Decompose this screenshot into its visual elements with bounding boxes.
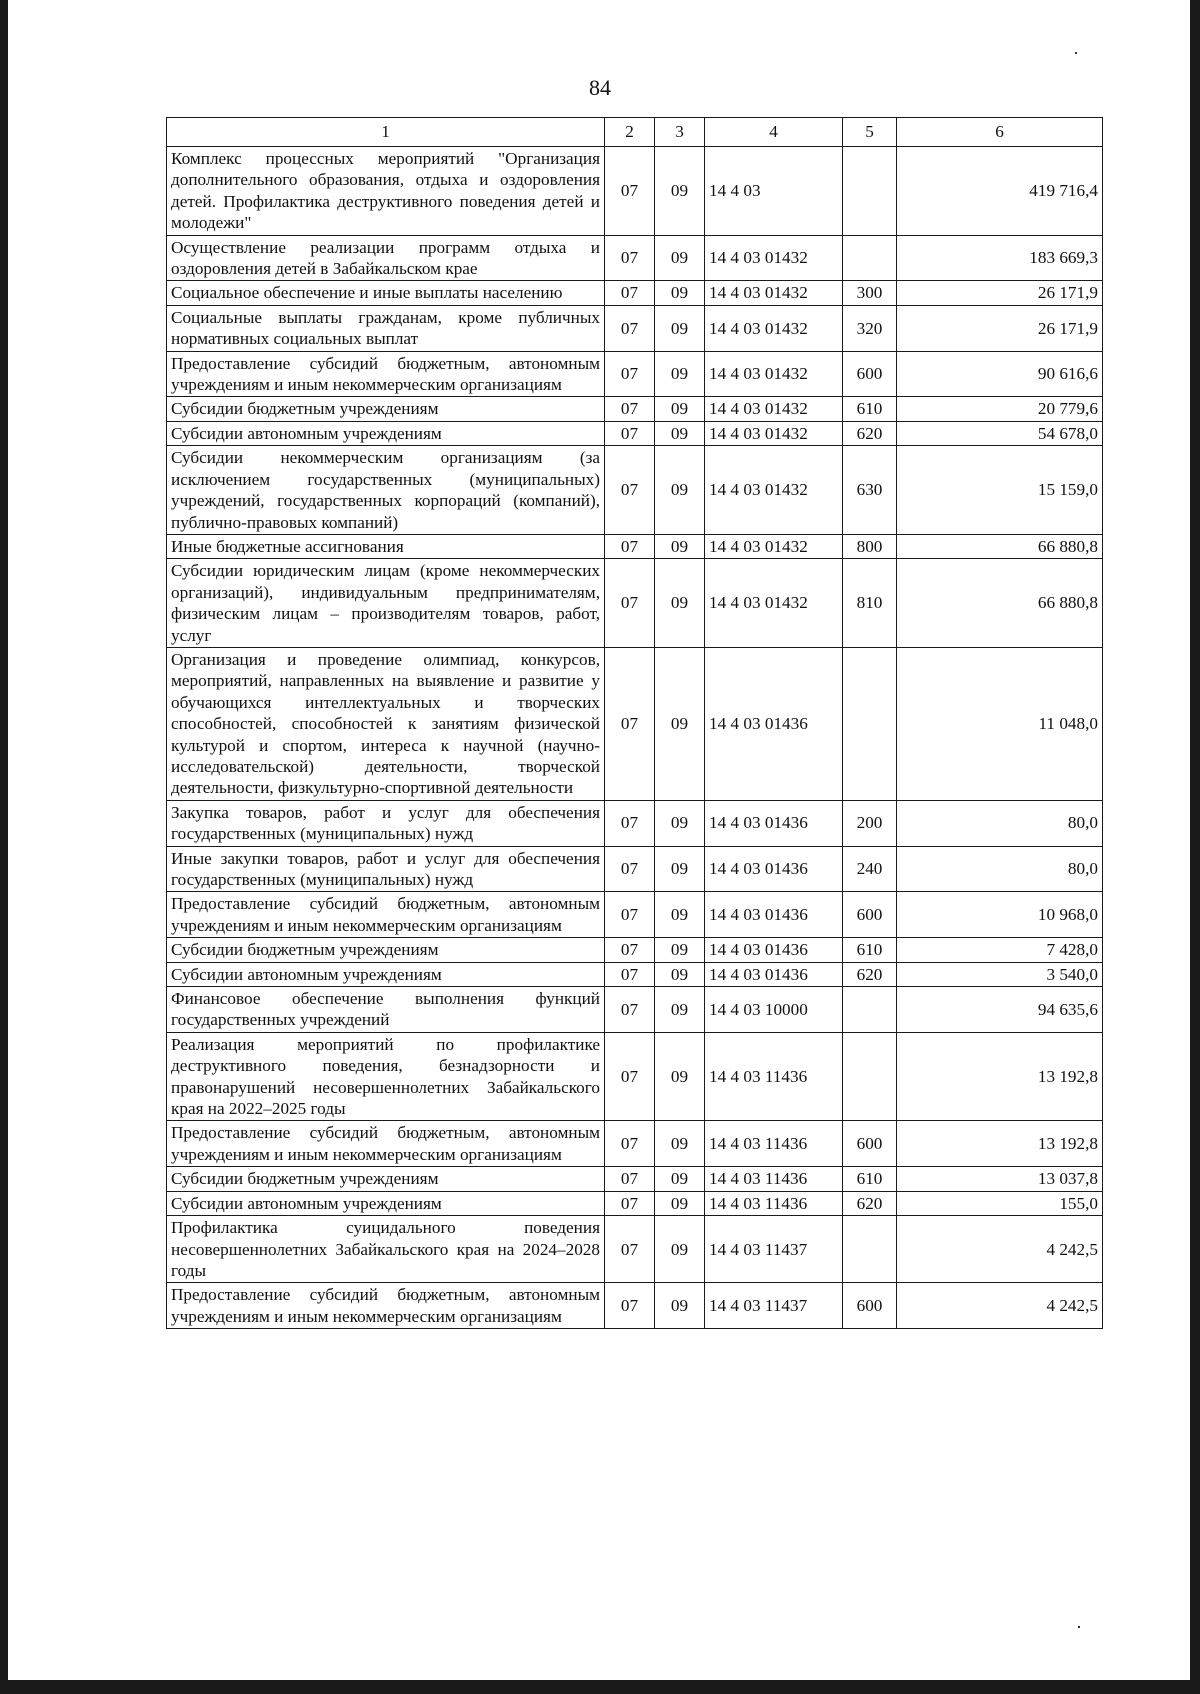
target-article-cell: 14 4 03 11436	[705, 1032, 843, 1121]
target-article-cell: 14 4 03 11436	[705, 1121, 843, 1167]
row-name-cell: Субсидии бюджетным учреждениям	[167, 1167, 605, 1191]
row-name-cell: Субсидии юридическим лицам (кроме некоммерческих организаций), индивидуальным предпринимателям, физическим лицам – производителям товаров, работ, услуг	[167, 559, 605, 648]
budget-table-body	[167, 118, 1103, 1329]
table-row	[167, 1121, 1103, 1167]
scan-speck	[1075, 52, 1077, 54]
amount-cell: 11 048,0	[897, 647, 1103, 800]
row-name-cell: Финансовое обеспечение выполнения функций государственных учреждений	[167, 987, 605, 1033]
expense-type-cell: 620	[843, 962, 897, 986]
section-code-cell: 07	[605, 800, 655, 846]
table-row	[167, 1167, 1103, 1191]
row-name-cell: Предоставление субсидий бюджетным, автономным учреждениям и иным некоммерческим организациям	[167, 1121, 605, 1167]
section-code-cell: 07	[605, 938, 655, 962]
section-code-cell: 07	[605, 962, 655, 986]
table-row	[167, 421, 1103, 445]
row-name-cell: Предоставление субсидий бюджетным, автономным учреждениям и иным некоммерческим организациям	[167, 351, 605, 397]
target-article-cell: 14 4 03 01432	[705, 446, 843, 535]
amount-cell: 4 242,5	[897, 1216, 1103, 1283]
table-row	[167, 987, 1103, 1033]
section-code-cell: 07	[605, 235, 655, 281]
scan-speck	[1078, 1626, 1080, 1628]
amount-cell: 94 635,6	[897, 987, 1103, 1033]
subsection-code-cell: 09	[655, 281, 705, 305]
amount-cell: 13 037,8	[897, 1167, 1103, 1191]
budget-table	[166, 117, 1103, 1329]
table-row	[167, 1216, 1103, 1283]
expense-type-cell	[843, 987, 897, 1033]
section-code-cell: 07	[605, 351, 655, 397]
subsection-code-cell: 09	[655, 962, 705, 986]
target-article-cell: 14 4 03 01436	[705, 962, 843, 986]
expense-type-cell: 610	[843, 1167, 897, 1191]
section-code-cell: 07	[605, 987, 655, 1033]
scan-border-left	[0, 0, 8, 1694]
section-code-cell: 07	[605, 1167, 655, 1191]
row-name-cell: Предоставление субсидий бюджетным, автономным учреждениям и иным некоммерческим организациям	[167, 1283, 605, 1329]
section-code-cell: 07	[605, 892, 655, 938]
target-article-cell: 14 4 03 01432	[705, 281, 843, 305]
section-code-cell: 07	[605, 421, 655, 445]
target-article-cell: 14 4 03 01432	[705, 305, 843, 351]
table-row	[167, 1032, 1103, 1121]
subsection-code-cell: 09	[655, 1032, 705, 1121]
section-code-cell: 07	[605, 281, 655, 305]
section-code-cell: 07	[605, 1121, 655, 1167]
subsection-code-cell: 09	[655, 892, 705, 938]
row-name-cell: Социальное обеспечение и иные выплаты населению	[167, 281, 605, 305]
amount-cell: 80,0	[897, 846, 1103, 892]
expense-type-cell: 240	[843, 846, 897, 892]
row-name-cell: Закупка товаров, работ и услуг для обеспечения государственных (муниципальных) нужд	[167, 800, 605, 846]
column-header: 3	[655, 118, 705, 147]
amount-cell: 3 540,0	[897, 962, 1103, 986]
amount-cell: 13 192,8	[897, 1121, 1103, 1167]
subsection-code-cell: 09	[655, 1191, 705, 1215]
target-article-cell: 14 4 03 11436	[705, 1191, 843, 1215]
row-name-cell: Иные закупки товаров, работ и услуг для обеспечения государственных (муниципальных) нужд	[167, 846, 605, 892]
amount-cell: 26 171,9	[897, 305, 1103, 351]
table-row	[167, 281, 1103, 305]
target-article-cell: 14 4 03 01436	[705, 846, 843, 892]
target-article-cell: 14 4 03 01436	[705, 938, 843, 962]
table-row	[167, 938, 1103, 962]
section-code-cell: 07	[605, 1191, 655, 1215]
table-row	[167, 892, 1103, 938]
table-row	[167, 800, 1103, 846]
target-article-cell: 14 4 03 01436	[705, 647, 843, 800]
scan-border-bottom	[0, 1680, 1200, 1694]
subsection-code-cell: 09	[655, 1167, 705, 1191]
subsection-code-cell: 09	[655, 305, 705, 351]
expense-type-cell: 620	[843, 1191, 897, 1215]
subsection-code-cell: 09	[655, 446, 705, 535]
target-article-cell: 14 4 03 01432	[705, 351, 843, 397]
column-header: 4	[705, 118, 843, 147]
amount-cell: 20 779,6	[897, 397, 1103, 421]
expense-type-cell: 600	[843, 1283, 897, 1329]
amount-cell: 15 159,0	[897, 446, 1103, 535]
expense-type-cell: 800	[843, 534, 897, 558]
amount-cell: 90 616,6	[897, 351, 1103, 397]
row-name-cell: Комплекс процессных мероприятий "Организация дополнительного образования, отдыха и оздоровления детей. Профилактика деструктивного поведения детей и молодежи"	[167, 147, 605, 236]
section-code-cell: 07	[605, 397, 655, 421]
amount-cell: 155,0	[897, 1191, 1103, 1215]
amount-cell: 66 880,8	[897, 534, 1103, 558]
table-row	[167, 846, 1103, 892]
subsection-code-cell: 09	[655, 987, 705, 1033]
section-code-cell: 07	[605, 1032, 655, 1121]
column-header: 6	[897, 118, 1103, 147]
target-article-cell: 14 4 03 10000	[705, 987, 843, 1033]
expense-type-cell	[843, 147, 897, 236]
table-row	[167, 962, 1103, 986]
expense-type-cell	[843, 1032, 897, 1121]
page-number: 84	[589, 75, 611, 100]
amount-cell: 419 716,4	[897, 147, 1103, 236]
scan-border-right	[1190, 0, 1200, 1694]
target-article-cell: 14 4 03 01432	[705, 235, 843, 281]
expense-type-cell: 600	[843, 1121, 897, 1167]
expense-type-cell: 610	[843, 397, 897, 421]
row-name-cell: Субсидии некоммерческим организациям (за исключением государственных (муниципальных) учреждений, государственных корпораций (компаний), публично-правовых компаний)	[167, 446, 605, 535]
row-name-cell: Иные бюджетные ассигнования	[167, 534, 605, 558]
subsection-code-cell: 09	[655, 1121, 705, 1167]
expense-type-cell: 610	[843, 938, 897, 962]
table-row	[167, 1283, 1103, 1329]
table-row	[167, 147, 1103, 236]
row-name-cell: Организация и проведение олимпиад, конкурсов, мероприятий, направленных на выявление и развитие у обучающихся интеллектуальных и творческих способностей, способностей к занятиям физической культурой и спортом, интереса к научной (научно-исследовательской) деятельности, творческой деятельности, физкультурно-спортивной деятельности	[167, 647, 605, 800]
expense-type-cell: 620	[843, 421, 897, 445]
section-code-cell: 07	[605, 147, 655, 236]
section-code-cell: 07	[605, 534, 655, 558]
table-row	[167, 559, 1103, 648]
amount-cell: 7 428,0	[897, 938, 1103, 962]
section-code-cell: 07	[605, 1216, 655, 1283]
row-name-cell: Субсидии бюджетным учреждениям	[167, 938, 605, 962]
table-row	[167, 397, 1103, 421]
column-header: 5	[843, 118, 897, 147]
target-article-cell: 14 4 03 11436	[705, 1167, 843, 1191]
subsection-code-cell: 09	[655, 647, 705, 800]
section-code-cell: 07	[605, 559, 655, 648]
row-name-cell: Субсидии автономным учреждениям	[167, 962, 605, 986]
column-header: 2	[605, 118, 655, 147]
table-header-row	[167, 118, 1103, 147]
subsection-code-cell: 09	[655, 938, 705, 962]
subsection-code-cell: 09	[655, 147, 705, 236]
section-code-cell: 07	[605, 846, 655, 892]
subsection-code-cell: 09	[655, 1283, 705, 1329]
row-name-cell: Осуществление реализации программ отдыха и оздоровления детей в Забайкальском крае	[167, 235, 605, 281]
table-row	[167, 351, 1103, 397]
expense-type-cell: 300	[843, 281, 897, 305]
amount-cell: 183 669,3	[897, 235, 1103, 281]
row-name-cell: Профилактика суицидального поведения несовершеннолетних Забайкальского края на 2024–2028 годы	[167, 1216, 605, 1283]
section-code-cell: 07	[605, 305, 655, 351]
amount-cell: 13 192,8	[897, 1032, 1103, 1121]
row-name-cell: Субсидии автономным учреждениям	[167, 421, 605, 445]
amount-cell: 54 678,0	[897, 421, 1103, 445]
expense-type-cell: 320	[843, 305, 897, 351]
section-code-cell: 07	[605, 1283, 655, 1329]
target-article-cell: 14 4 03	[705, 147, 843, 236]
table-row	[167, 446, 1103, 535]
subsection-code-cell: 09	[655, 235, 705, 281]
amount-cell: 66 880,8	[897, 559, 1103, 648]
target-article-cell: 14 4 03 11437	[705, 1283, 843, 1329]
subsection-code-cell: 09	[655, 800, 705, 846]
target-article-cell: 14 4 03 01432	[705, 534, 843, 558]
row-name-cell: Реализация мероприятий по профилактике деструктивного поведения, безнадзорности и правонарушений несовершеннолетних Забайкальского края на 2022–2025 годы	[167, 1032, 605, 1121]
target-article-cell: 14 4 03 01432	[705, 397, 843, 421]
subsection-code-cell: 09	[655, 534, 705, 558]
target-article-cell: 14 4 03 01432	[705, 559, 843, 648]
target-article-cell: 14 4 03 01432	[705, 421, 843, 445]
amount-cell: 4 242,5	[897, 1283, 1103, 1329]
row-name-cell: Социальные выплаты гражданам, кроме публичных нормативных социальных выплат	[167, 305, 605, 351]
target-article-cell: 14 4 03 11437	[705, 1216, 843, 1283]
expense-type-cell	[843, 1216, 897, 1283]
subsection-code-cell: 09	[655, 351, 705, 397]
row-name-cell: Субсидии автономным учреждениям	[167, 1191, 605, 1215]
table-row	[167, 534, 1103, 558]
subsection-code-cell: 09	[655, 1216, 705, 1283]
row-name-cell: Субсидии бюджетным учреждениям	[167, 397, 605, 421]
subsection-code-cell: 09	[655, 559, 705, 648]
amount-cell: 10 968,0	[897, 892, 1103, 938]
expense-type-cell	[843, 235, 897, 281]
table-row	[167, 647, 1103, 800]
subsection-code-cell: 09	[655, 846, 705, 892]
expense-type-cell: 200	[843, 800, 897, 846]
expense-type-cell	[843, 647, 897, 800]
subsection-code-cell: 09	[655, 421, 705, 445]
section-code-cell: 07	[605, 647, 655, 800]
table-row	[167, 305, 1103, 351]
target-article-cell: 14 4 03 01436	[705, 800, 843, 846]
amount-cell: 26 171,9	[897, 281, 1103, 305]
column-header: 1	[167, 118, 605, 147]
target-article-cell: 14 4 03 01436	[705, 892, 843, 938]
row-name-cell: Предоставление субсидий бюджетным, автономным учреждениям и иным некоммерческим организациям	[167, 892, 605, 938]
expense-type-cell: 600	[843, 892, 897, 938]
table-row	[167, 1191, 1103, 1215]
expense-type-cell: 810	[843, 559, 897, 648]
expense-type-cell: 600	[843, 351, 897, 397]
subsection-code-cell: 09	[655, 397, 705, 421]
table-row	[167, 235, 1103, 281]
section-code-cell: 07	[605, 446, 655, 535]
expense-type-cell: 630	[843, 446, 897, 535]
amount-cell: 80,0	[897, 800, 1103, 846]
